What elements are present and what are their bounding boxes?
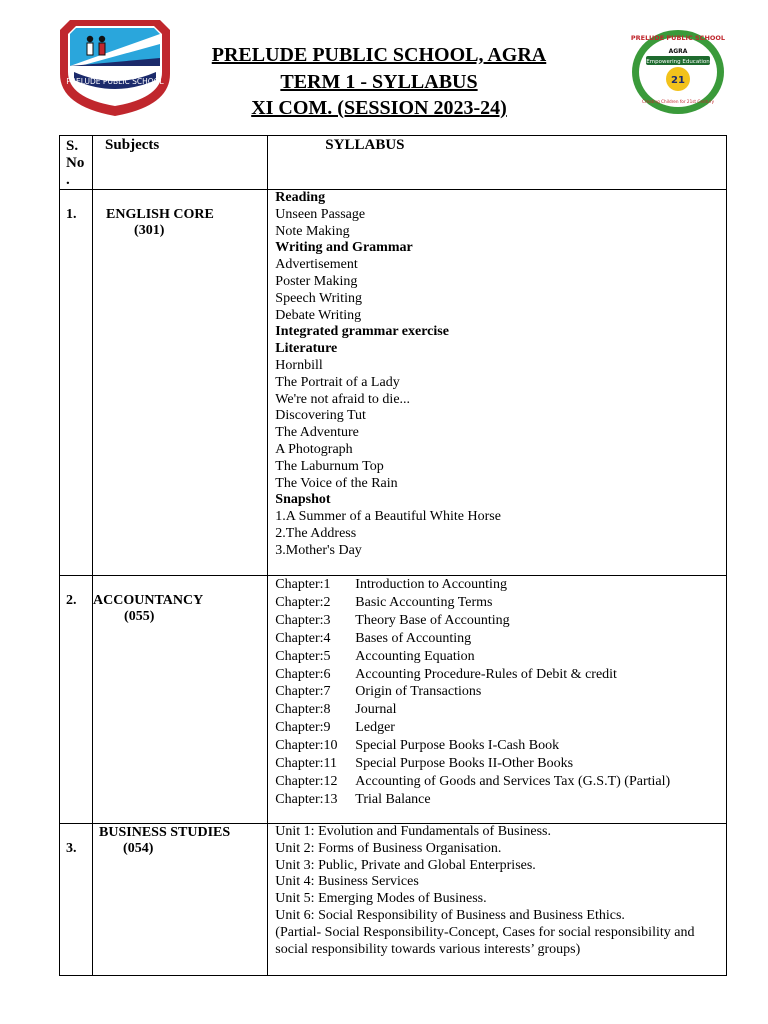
chapter-title: Theory Base of Accounting <box>355 612 510 628</box>
header-sno-line: . <box>66 172 70 188</box>
svg-text:PRELUDE PUBLIC SCHOOL: PRELUDE PUBLIC SCHOOL <box>630 34 726 42</box>
chapter-number: Chapter:7 <box>275 684 331 700</box>
header-syllabus: SYLLABUS <box>268 136 727 190</box>
chapter-title: Trial Balance <box>355 791 431 807</box>
chapter-title: Accounting Procedure-Rules of Debit & credit <box>355 666 617 682</box>
chapter-number: Chapter:5 <box>275 648 331 664</box>
table-header-row <box>60 136 727 190</box>
svg-text:Creating Children for 21st Cen: Creating Children for 21st Century <box>641 99 715 104</box>
chapter-number: Chapter:6 <box>275 666 331 682</box>
unit-item: Unit 3: Public, Private and Global Enterprises. <box>275 857 536 873</box>
chapter-item <box>275 666 726 684</box>
header-sno-line: No <box>66 155 85 171</box>
chapter-number: Chapter:10 <box>275 738 338 754</box>
chapter-number: Chapter:8 <box>275 702 331 718</box>
chapter-title: Accounting Equation <box>355 648 475 664</box>
syllabus-item: Unseen Passage <box>275 206 366 222</box>
syllabus-table <box>59 135 727 976</box>
syllabus-item: Note Making <box>275 223 350 239</box>
syllabus-item: The Laburnum Top <box>275 458 384 474</box>
syllabus-item: 2.The Address <box>275 525 357 541</box>
header-sno <box>60 136 93 190</box>
chapter-number: Chapter:4 <box>275 630 331 646</box>
chapter-item <box>275 612 726 630</box>
svg-text:PRELUDE PUBLIC SCHOOL: PRELUDE PUBLIC SCHOOL <box>66 77 164 86</box>
chapter-item <box>275 791 726 809</box>
syllabus-section-heading: Snapshot <box>275 492 331 508</box>
chapter-item <box>275 594 726 612</box>
syllabus-cell <box>268 190 727 576</box>
syllabus-item: We're not afraid to die... <box>275 391 411 407</box>
term-title: TERM 1 - SYLLABUS <box>280 71 478 93</box>
subject-code: (301) <box>134 223 165 238</box>
subject-code: (055) <box>124 609 155 624</box>
chapter-item <box>275 701 726 719</box>
row-sno: 2. <box>60 576 93 824</box>
subject-cell <box>93 824 268 976</box>
unit-item: Unit 5: Emerging Modes of Business. <box>275 891 487 907</box>
chapter-number: Chapter:2 <box>275 594 331 610</box>
syllabus-section-heading: Reading <box>275 190 326 205</box>
school-name: PRELUDE PUBLIC SCHOOL, AGRA <box>211 44 547 66</box>
chapter-item <box>275 755 726 773</box>
chapter-item <box>275 648 726 666</box>
syllabus-section-heading: Integrated grammar exercise <box>275 324 449 340</box>
table-row-business <box>60 824 727 976</box>
unit-item: Unit 2: Forms of Business Organisation. <box>275 840 502 856</box>
school-logo-right <box>630 28 726 116</box>
chapter-item <box>275 630 726 648</box>
chapter-item <box>275 773 726 791</box>
subject-name: BUSINESS STUDIES <box>99 825 231 840</box>
row-sno: 3. <box>60 824 93 976</box>
chapter-title: Origin of Transactions <box>355 684 482 700</box>
chapter-number: Chapter:1 <box>275 577 331 592</box>
chapter-item <box>275 576 726 594</box>
table-row-english <box>60 190 727 576</box>
logo-center-number: 21 <box>671 75 685 86</box>
page-header <box>0 0 768 130</box>
chapter-title: Accounting of Goods and Services Tax (G.S.T) (Partial) <box>355 773 671 789</box>
chapter-number: Chapter:9 <box>275 720 331 736</box>
logo-ribbon: Empowering Education <box>646 59 710 65</box>
unit-item: (Partial- Social Responsibility-Concept, Cases for social responsibility and social responsibility towards various interests’ groups) <box>275 924 695 957</box>
syllabus-item: Debate Writing <box>275 307 362 323</box>
unit-item: Unit 4: Business Services <box>275 874 419 890</box>
syllabus-item: Advertisement <box>275 257 358 273</box>
syllabus-item: Discovering Tut <box>275 408 366 424</box>
chapter-title: Ledger <box>355 720 395 736</box>
header-subjects: Subjects <box>93 136 268 190</box>
chapter-number: Chapter:12 <box>275 773 338 789</box>
syllabus-item: 1.A Summer of a Beautiful White Horse <box>275 509 501 525</box>
chapter-title: Bases of Accounting <box>355 630 472 646</box>
chapter-title: Special Purpose Books II-Other Books <box>355 756 574 772</box>
header-sno-line: S. <box>66 138 79 154</box>
table-row-accountancy <box>60 576 727 824</box>
syllabus-item: A Photograph <box>275 441 353 457</box>
subject-code: (054) <box>123 841 154 856</box>
syllabus-item: 3.Mother's Day <box>275 542 362 558</box>
chapter-title: Special Purpose Books I-Cash Book <box>355 738 560 754</box>
syllabus-item: Hornbill <box>275 357 323 373</box>
syllabus-item: The Adventure <box>275 425 359 441</box>
syllabus-item: Speech Writing <box>275 290 362 306</box>
chapter-number: Chapter:13 <box>275 791 338 807</box>
chapter-title: Basic Accounting Terms <box>355 594 493 610</box>
unit-item: Unit 6: Social Responsibility of Business and Business Ethics. <box>275 907 625 923</box>
chapter-title: Introduction to Accounting <box>355 577 507 592</box>
chapter-item <box>275 719 726 737</box>
chapter-item <box>275 737 726 755</box>
subject-cell <box>93 190 268 576</box>
chapter-number: Chapter:3 <box>275 612 331 628</box>
chapter-title: Journal <box>355 702 397 718</box>
row-sno: 1. <box>60 190 93 576</box>
subject-name: ENGLISH CORE <box>106 207 214 222</box>
syllabus-section-heading: Literature <box>275 341 338 357</box>
unit-item: Unit 1: Evolution and Fundamentals of Business. <box>275 824 552 839</box>
syllabus-cell <box>268 576 727 824</box>
syllabus-item: Poster Making <box>275 273 358 289</box>
chapter-number: Chapter:11 <box>275 756 337 772</box>
syllabus-section-heading: Writing and Grammar <box>275 240 413 256</box>
subject-name: ACCOUNTANCY <box>93 593 204 608</box>
class-session: XI COM. (SESSION 2023-24) <box>251 97 507 119</box>
syllabus-cell <box>268 824 727 976</box>
syllabus-item: The Voice of the Rain <box>275 475 398 491</box>
syllabus-item: The Portrait of a Lady <box>275 374 400 390</box>
subject-cell <box>93 576 268 824</box>
chapter-item <box>275 683 726 701</box>
logo-city: AGRA <box>668 48 688 55</box>
